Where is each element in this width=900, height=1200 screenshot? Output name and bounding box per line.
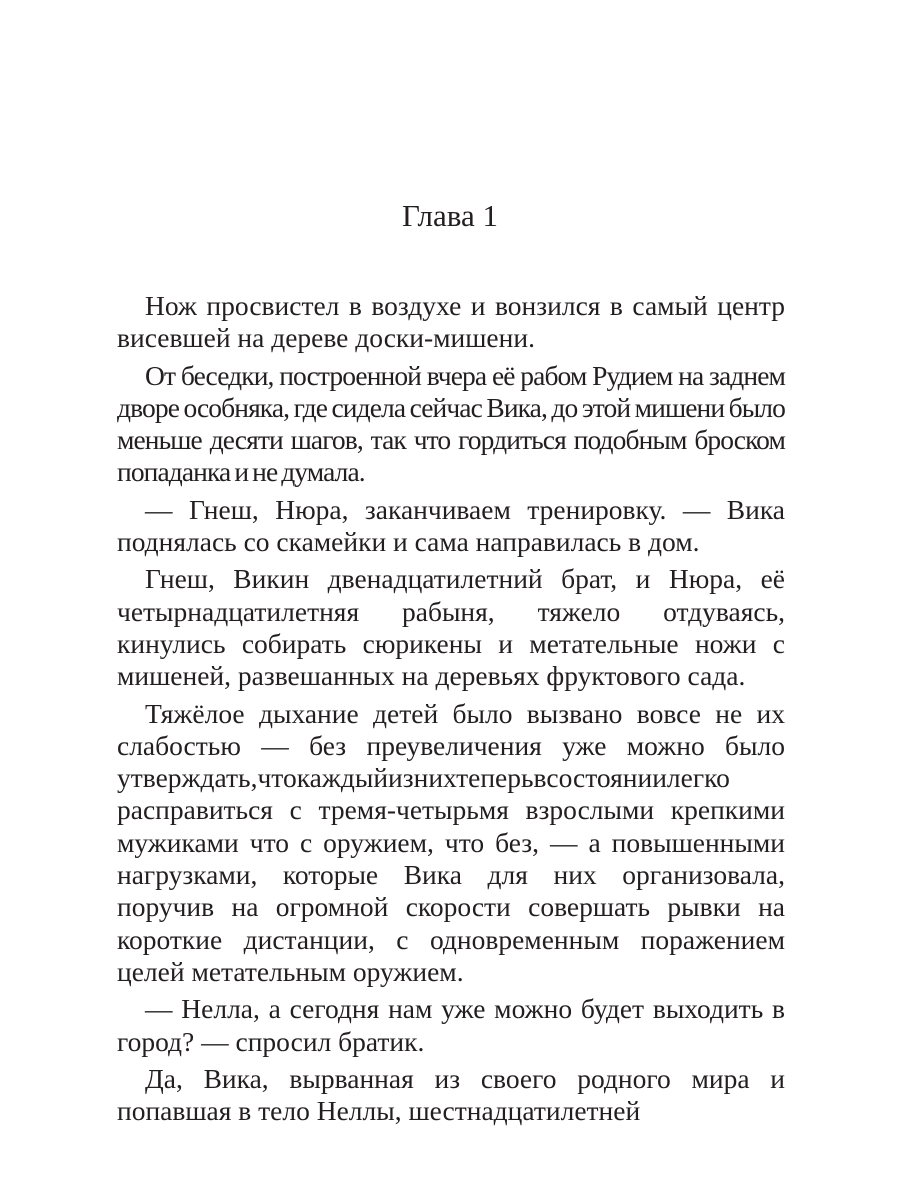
paragraph: Гнеш, Викин двенадцатилетний брат, и Нюра, её четырнадцатилетняя рабыня, тяжело отдуваясь, кинулись собирать сюрикены и метательные ножи с мишеней, развешанных на деревьях фруктового сада. xyxy=(117,563,785,692)
paragraph: Нож просвистел в воздухе и вонзился в самый центр висевшей на дереве доски-мишени. xyxy=(117,290,785,354)
paragraph: Да, Вика, вырванная из своего родного мира и попавшая в тело Неллы, шестнадцатилетней xyxy=(117,1062,785,1127)
paragraph: От беседки, построенной вчера её рабом Рудием на заднем дворе особняка, где сидела сейчас Вика, до этой мишени было меньше десяти шагов, так что гордиться подобным броском попаданка и не думала. xyxy=(117,359,785,488)
paragraph: Тяжёлое дыхание детей было вызвано вовсе не их слабостью — без преувеличения уже можно было утверждать,чтокаждыйизнихтеперьвсостояниилегко расправиться с тремя-четырьмя взрослыми крепкими мужиками что с оружием, что без, — а повышенными нагрузками, которые Вика для них организовала, поручив на огромной скорости совершать рывки на короткие дистанции, с одновременным поражением целей метательным оружием. xyxy=(117,697,785,987)
chapter-title: Глава 1 xyxy=(401,198,499,233)
chapter-body xyxy=(117,290,785,1127)
paragraph: — Гнеш, Нюра, заканчиваем тренировку. — Вика поднялась со скамейки и сама направилась в дом. xyxy=(117,493,785,558)
paragraph: — Нелла, а сегодня нам уже можно будет выходить в город? — спросил братик. xyxy=(117,993,785,1057)
